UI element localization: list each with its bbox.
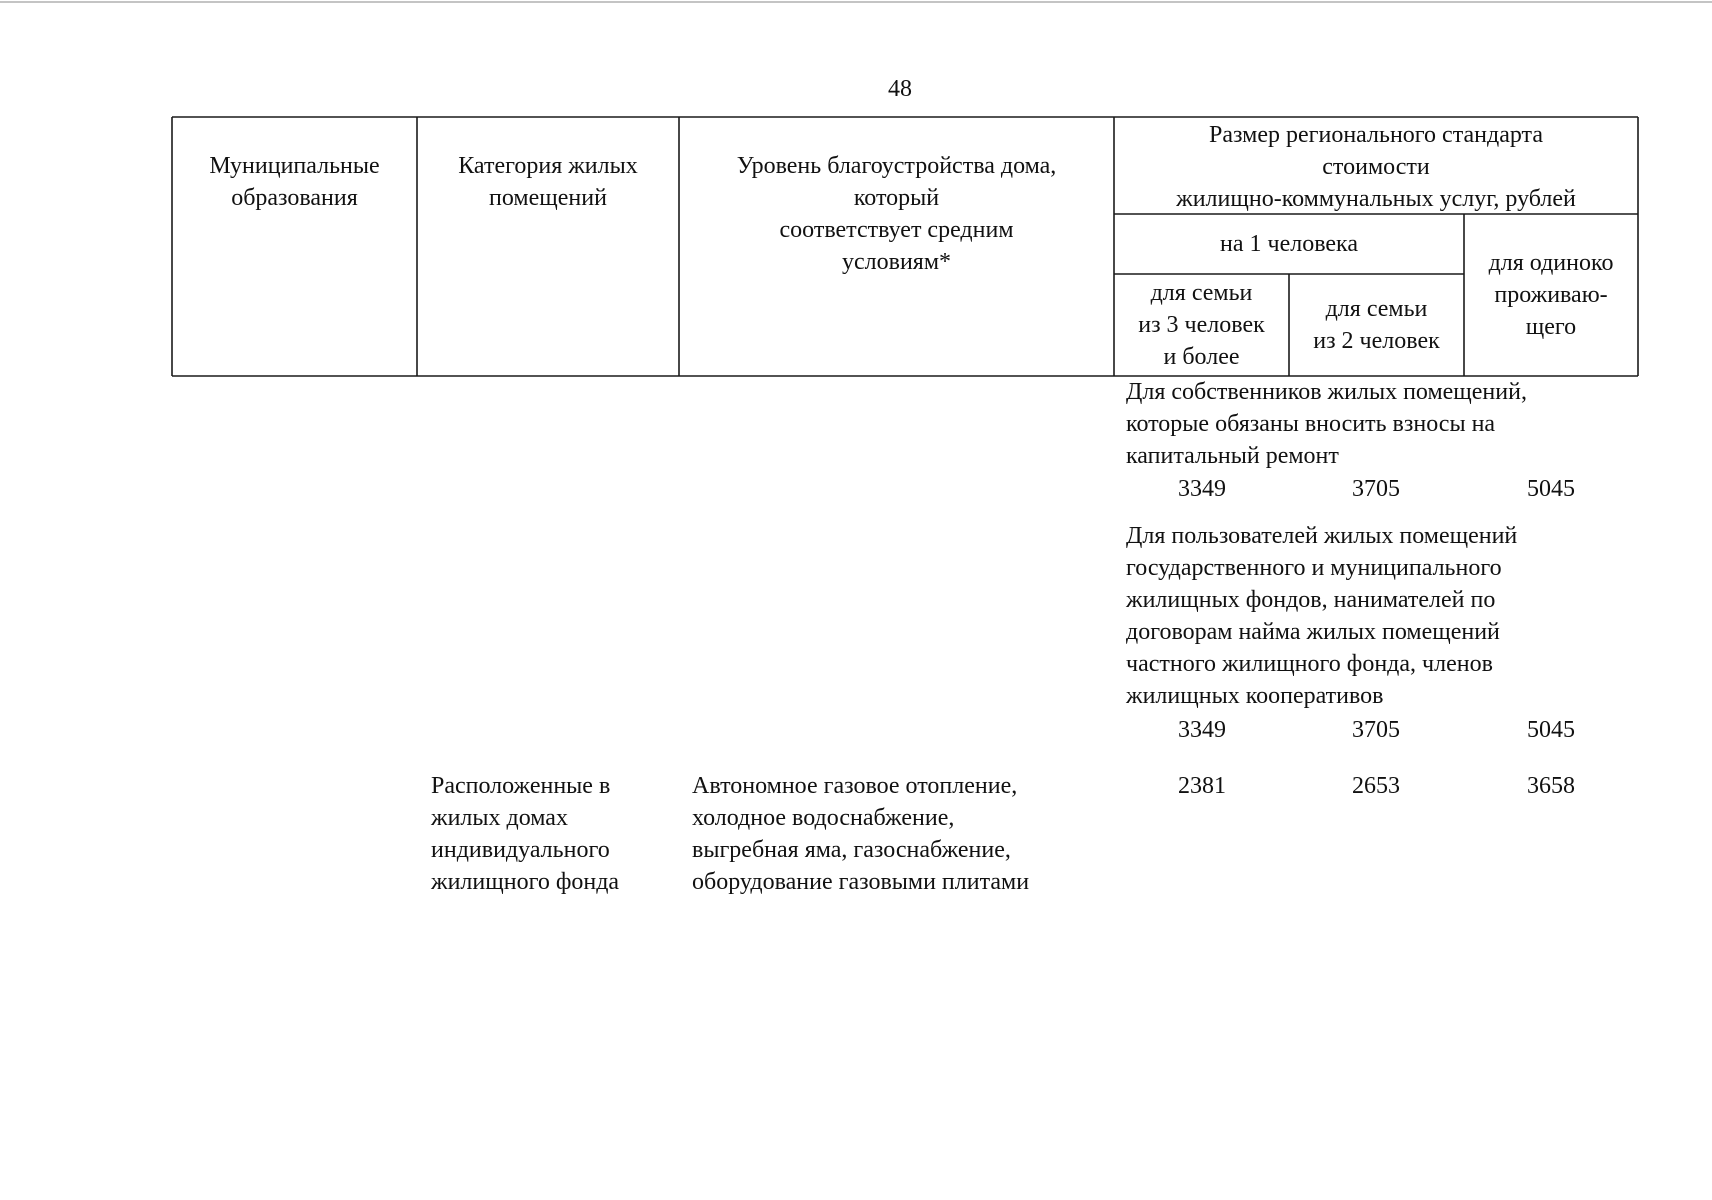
section-heading-line: жилищных кооперативов (1126, 683, 1384, 709)
section-heading-line: государственного и муниципального (1126, 555, 1502, 581)
comfort-line: выгребная яма, газоснабжение, (692, 837, 1011, 863)
header-single-line: для одиноко (1488, 250, 1614, 276)
section-owners-heading (1126, 376, 1646, 472)
individual-value-single: 3658 (1527, 773, 1575, 799)
comfort-line: оборудование газовыми плитами (692, 869, 1030, 895)
header-family-2-line: для семьи (1325, 296, 1428, 322)
section-heading-line: Для собственников жилых помещений, (1126, 379, 1527, 405)
header-single (1466, 216, 1636, 374)
header-single-line: проживаю- (1494, 282, 1608, 308)
header-standard-line: Размер регионального стандарта (1209, 122, 1543, 148)
header-category-text: Категория жилых помещений (458, 153, 638, 211)
section-heading-line: капитальный ремонт (1126, 443, 1339, 469)
header-municipalities (174, 150, 415, 214)
header-municipalities-text: Муниципальные образования (209, 153, 380, 211)
header-family-3 (1116, 276, 1287, 374)
section-users-heading (1126, 520, 1646, 712)
header-family-3-line: и более (1163, 344, 1240, 370)
users-value-family-2: 3705 (1352, 717, 1400, 743)
header-standard-size (1116, 119, 1636, 215)
header-comfort-line: Уровень благоустройства дома, (736, 153, 1057, 179)
comfort-line: холодное водоснабжение, (692, 805, 955, 831)
header-single-line: щего (1525, 314, 1577, 340)
header-per-person (1116, 216, 1462, 272)
header-category (419, 150, 677, 214)
section-heading-line: которые обязаны вносить взносы на (1126, 411, 1496, 437)
comfort-line: Автономное газовое отопление, (692, 773, 1018, 799)
category-line: Расположенные в (431, 773, 611, 799)
header-comfort-line: который (853, 185, 940, 211)
owners-value-single: 5045 (1527, 476, 1575, 502)
header-comfort-level (681, 150, 1112, 278)
category-line: жилищного фонда (431, 869, 620, 895)
header-family-2-line: из 2 человек (1313, 328, 1440, 354)
individual-value-family-3: 2381 (1178, 773, 1226, 799)
users-value-single: 5045 (1527, 717, 1575, 743)
header-comfort-line: условиям* (841, 249, 952, 275)
header-standard-line: стоимости (1322, 154, 1430, 180)
row-individual-comfort (692, 770, 1112, 898)
section-heading-line: жилищных фондов, нанимателей по (1126, 587, 1496, 613)
category-line: индивидуального (431, 837, 610, 863)
header-per-person-text: на 1 человека (1220, 231, 1358, 257)
section-heading-line: Для пользователей жилых помещений (1126, 523, 1518, 549)
header-comfort-line: соответствует средним (779, 217, 1014, 243)
owners-value-family-3: 3349 (1178, 476, 1226, 502)
owners-value-family-2: 3705 (1352, 476, 1400, 502)
users-value-family-3: 3349 (1178, 717, 1226, 743)
section-heading-line: договорам найма жилых помещений (1126, 619, 1500, 645)
page-number: 48 (888, 76, 912, 102)
header-standard-line: жилищно-коммунальных услуг, рублей (1176, 186, 1576, 212)
header-family-2 (1291, 276, 1462, 374)
header-family-3-line: из 3 человек (1138, 312, 1265, 338)
header-family-3-line: для семьи (1150, 280, 1253, 306)
category-line: жилых домах (431, 805, 568, 831)
row-individual-category (431, 770, 681, 898)
section-heading-line: частного жилищного фонда, членов (1126, 651, 1493, 677)
individual-value-family-2: 2653 (1352, 773, 1400, 799)
